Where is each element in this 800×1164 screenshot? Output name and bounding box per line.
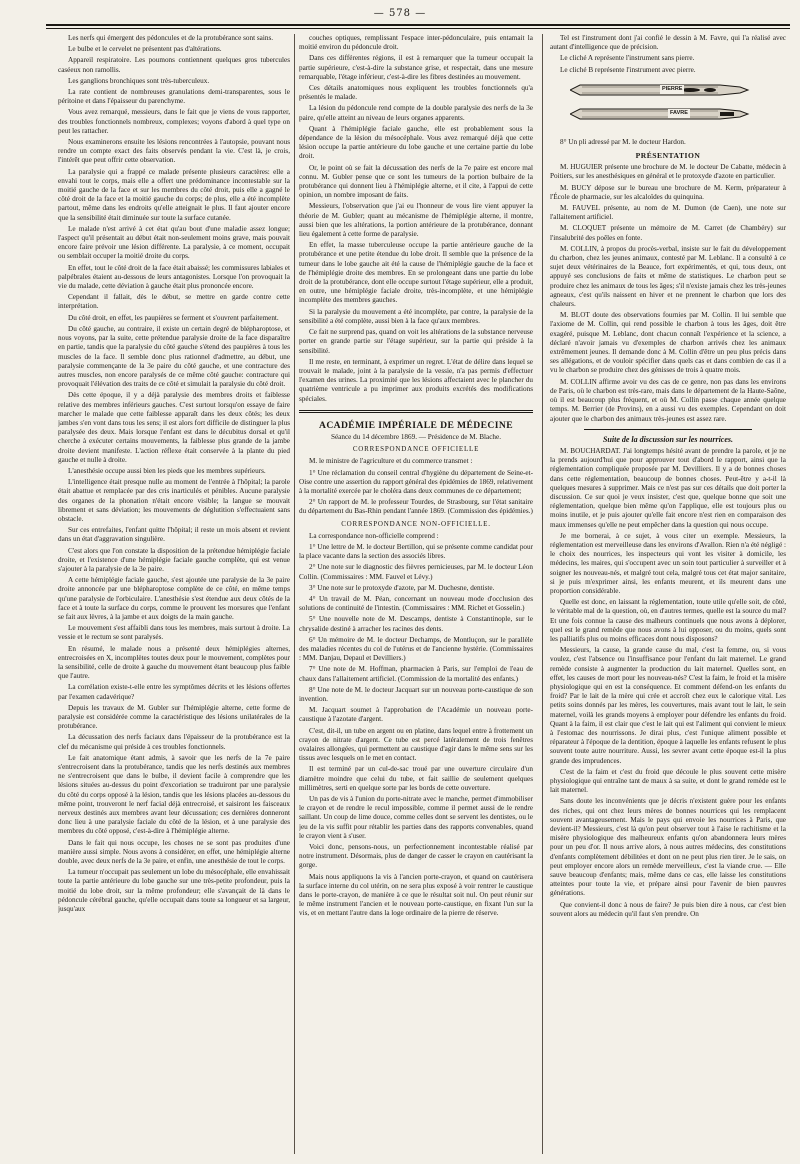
paragraph: 2° Une note sur le diagnostic des fièvres pernicieuses, par M. le docteur Léon Collin. (Commissaires : MM. Fauvel et Lévy.) — [299, 563, 533, 581]
paragraph: 1° Une réclamation du conseil central d'hygiène du département de Seine-et-Oise contre une assertion du rapport général des épidémies de 1869, relativement à la mortalité exercée par le choléra dans deux communes de ce département; — [299, 468, 533, 495]
paragraph: Les nerfs qui émergent des pédoncules et de la protubérance sont sains. — [68, 34, 274, 42]
discussion-nourrices — [550, 447, 786, 919]
paragraph: M. le ministre de l'agriculture et du commerce transmet : — [309, 457, 473, 466]
paragraph: A cette hémiplégie faciale gauche, s'est ajoutée une paralysie de la 3e paire droite annoncée par une blépharoptose complète de ce côté, en même temps qu'une paralysie de l'orbiculaire. L'anesthésie s'est étendue aux deux côtés de la face et à toute la surface du corps, comme le prouvent les morsures que l'enfant se fait aux lèvres, à la jambe et aux doigts de la main gauche. — [58, 576, 290, 621]
column-divider — [294, 34, 295, 1154]
paragraph: Je me bornerai, à ce sujet, à vous citer un exemple. Messieurs, la réglementation est merveilleuse dans les environs d'Avallon. Rien n'a été négligé : le choix des nourrices, les inspecteurs qui vont les visiter à domicile, les médecins, les maires, qui s'occupent avec un soin tout particulier à surveiller et à soigner les nouveau-nés, et malgré tout cela, malgré tous cet état major sanitaire, si je puis m'exprimer ainsi, les enfants meurent, et ils meurent dans une proportion considérable. — [550, 531, 786, 595]
column-divider — [542, 34, 543, 1154]
paragraph: Le fait anatomique étant admis, à savoir que les nerfs de la 7e paire s'entrecroisent dans la protubérance, tandis que les nerfs destinés aux membres ne s'entrecroisent que dans le bulbe, il devient facile à comprendre que les lésions situées au-dessus du point d'excoriation se traduiront par une paralysie du côté du corps opposé à la lésion, tandis que les lésions placées au-dessous du même point, trouveront le nerf facial déjà entrecroisé, et saisiront les faisceaux nerveux destinés aux membres avant leur décussation; ces dernières donneront donc lieu à une paralysie faciale du côté de la lésion, et à une paralysie des membres du côté opposé, c'est-à-dire à l'hémiplégie alterne. — [58, 753, 290, 836]
nonofficial-correspondence-heading: CORRESPONDANCE NON-OFFICIELLE. — [341, 519, 491, 528]
paragraph: Dès cette époque, il y a déjà paralysie des membres droits et faiblesse relative des membres inférieurs gauches. C'est surtout lorsqu'on essaye de faire marcher le malade que cette faiblesse apparaît dans les deux côtés; les deux jambes s'en vont dans tous les sens; il est alors fort difficile de distinguer la plus paralysée des deux. Mais lorsque l'enfant est dans le décubitus dorsal et qu'il cherche à exécuter certains mouvements, la faiblesse plus grande de la jambe droite devient manifeste. L'action réflexe était conservée à la plante du pied gauche et nulle à droite. — [58, 391, 290, 464]
caustic-holder-b — [570, 108, 746, 118]
paragraph: Messieurs, l'observation que j'ai eu l'honneur de vous lire vient appuyer la théorie de M. Gubler; quant au mécanisme de l'hémiplégie alterne, il montre, aussi bien que les altérations, la portion antérieure de la protubérance, donnant lieu également à cette forme de paralysie. — [299, 202, 533, 239]
paragraph: Un pas de vis à l'union du porte-nitrate avec le manche, permet d'immobiliser le crayon et de rendre le recul impossible, comme il permet aussi de le rendre saillant. Un coup de lime douce, comme celles dont se servent les dentistes, ou le jeu de la vis suffit pour rétablir les parties dans des rapports convenables, quand le crayon vient à s'user. — [299, 795, 533, 840]
paragraph: M. CLOQUET présente un mémoire de M. Carret (de Chambéry) sur l'insalubrité des poêles en fonte. — [550, 224, 786, 242]
official-correspondence-heading: CORRESPONDANCE OFFICIELLE — [352, 445, 480, 454]
paragraph: M. FAUVEL présente, au nom de M. Dumon (de Caen), une note sur l'allaitement artificiel. — [550, 204, 786, 222]
paragraph: 7° Une note de M. Hoffman, pharmacien à Paris, sur l'emploi de l'eau de chaux dans l'allaitement artificiel. (Commission de la mortalité des enfants.) — [299, 665, 533, 683]
paragraph: Les ganglions bronchiques sont très-tuberculeux. — [68, 76, 210, 85]
paragraph: En effet, tout le côté droit de la face était abaissé; les commissures labiales et palpébrales étaient au-dessous de leurs antagonistes. Lorsque l'on provoquait la vie du malade, cette déviation à gauche était plus prononcée encore. — [58, 263, 290, 291]
paragraph: Le cliché B représente l'instrument avec pierre. — [560, 65, 696, 74]
paragraph: Du côté gauche, au contraire, il existe un certain degré de blépharoptose, et nous voyons, par la suite, cette prétendue paralysie droite de la face disparaître en partie, tandis que la paralysie du côté gauche s'étend des paupières à tous les muscles de la face. Il semble donc plus rationnel d'admettre, au début, une paralysie commençante de la 3e paire du côté gauche, et une contracture des autres muscles, non encore paralysés de ce même côté gauche: contracture qui provoquait l'élévation des traits de ce côté et simulait la paralysie du côté droit. — [58, 324, 290, 389]
paragraph: La corrélation existe-t-elle entre les symptômes décrits et les lésions offertes par l'examen cadavérique? — [58, 683, 290, 701]
paragraph: Depuis les travaux de M. Gubler sur l'hémiplégie alterne, cette forme de paralysie est considérée comme la caractéristique des lésions unilatérales de la protubérance. — [58, 703, 290, 731]
paragraph: Dans le fait qui nous occupe, les choses ne se sont pas produites d'une manière aussi simple. Nous avons à considérer, en effet, une hémiplégie alterne double, avec deux nerfs de la 3e paire, et enfin, une anesthésie de tout le corps. — [58, 838, 290, 866]
paragraph: Mais nous appliquons la vis à l'ancien porte-crayon, et quand on cautérisera la surface interne du col utérin, on ne sera plus exposé à voir rentrer le caustique dans le porte-crayon, de manière à ce que le résultat soit nul. On peut réunir sur le même instrument l'ancien et le nouveau porte-caustique, en fixant l'un sur la vis, et en mettant l'autre dans la loge ordinaire de la pierre de réserve. — [299, 872, 533, 918]
session-line: Séance du 14 décembre 1869. — Présidence de M. Blache. — [330, 432, 502, 441]
column-left — [58, 34, 290, 1156]
paragraph: La rate contient de nombreuses granulations demi-transparentes, sous le péritoine et dans l'épaisseur du parenchyme. — [58, 88, 290, 106]
paragraph: En effet, la masse tuberculeuse occupe la partie antérieure gauche de la protubérance et une petite étendue du lobe droit. Il semble que la présence de la tumeur dans le lobe gauche ait été la cause de l'hémiplégie gauche de la face et de l'hémiplégie droite des membres. En se prolongeant dans une partie du lobe droit de la protubérance, dont elle occupe surtout l'étage supérieur, elle a produit, en outre, une hémiplégie faciale droite, très-incomplète, et une hémiplégie incomplète des membres gauches. — [299, 241, 533, 305]
page-number: — 578 — — [373, 8, 427, 19]
presentation-heading: PRÉSENTATION — [635, 151, 701, 161]
paragraph: Du côté droit, en effet, les paupières se ferment et s'ouvrent parfaitement. — [68, 313, 279, 322]
paragraph: La correspondance non-officielle comprend : — [309, 531, 439, 540]
paragraph: Quelle est donc, en laissant la réglementation, toute utile qu'elle soit, de côté, le véritable mal de la question, où, en d'autres termes, quelle est la source du mal? Et une fois connue la cause des malheurs continuels que nous avons à déplorer, quel est le grand remède que nous avons à lui opposer, ou du moins, quels sont les palliatifs plus ou moins efficaces dont nous disposons? — [550, 598, 786, 643]
column-left-body — [58, 34, 290, 914]
paragraph: La paralysie qui a frappé ce malade présente plusieurs caractères: elle a envahi tout le corps, mais elle a offert une prédominance incontestable sur la moitié gauche de la face et sur les membres du côté droit, puis elle a gagné le côté droit de la face et la moitié gauche du corps; de plus, elle a été incomplète partout, même dans les endroits qu'elle atteignait le plus. Il faut ajouter encore que la sensibilité était diminuée sur toute la surface cutanée. — [58, 167, 290, 222]
paragraph: M. Jacquart soumet à l'approbation de l'Académie un nouveau porte-caustique à l'azotate d'argent. — [299, 706, 533, 724]
paragraph: La tumeur n'occupait pas seulement un lobe du mésocéphale, elle envahissait toute la partie antérieure du lobe gauche sur une très-petite profondeur, puis la moitié du lobe droit, sur la même profondeur; elle s'avançait de là dans le pédoncule cérébral gauche, qu'elle occupait dans toute sa longueur et sa largeur, jusqu'aux — [58, 868, 290, 914]
paragraph: Tel est l'instrument dont j'ai confié le dessin à M. Favre, qui l'a réalisé avec autant d'intelligence que de précision. — [550, 34, 786, 52]
paragraph: C'est alors que l'on constate la disposition de la prétendue hémiplégie faciale droite, et l'existence d'une hémiplégie faciale gauche complète, qui est venue s'ajouter à la paralysie de la 3e paire. — [58, 546, 290, 573]
paragraph: Nous examinerons ensuite les lésions rencontrées à l'autopsie, pouvant nous rendre un compte exact des faits observés pendant la vie. C'est là, je crois, l'intérêt que peut offrir cette observation. — [58, 138, 290, 165]
paragraph: Messieurs, la cause, la grande cause du mal, c'est la femme, ou, si vous voulez, c'est l'absence ou l'insuffisance pour l'enfant du lait maternel. Le grand remède consiste à augmenter la production du lait maternel. Quelles sont, en effet, les causes de mort pour les nouveau-nés? C'est la faim, le froid et la misère physiologique qui en est la conséquence. Et comment défend-on les enfants du froid? Par le lait de la mère qui crée et accroît chez eux le calorique vital. Les petits soins donnés par les mères, les couvertures, mais avant tout le lait, le sein maternel, voilà les grands moyens à employer pour défendre les enfants du froid. Quant à la faim, il est clair que c'est le lait qui est l'aliment qui convient le mieux à l'estomac des nourrissons. Je dirai plus, c'est l'unique aliment possible et réparateur à l'époque de la dentition, époque à laquelle les enfants refusent le plus souvent toute autre nourriture. Aussi, les sevrer avant cette époque est-il la plus grande des imprudences. — [550, 646, 786, 765]
paragraph: 2° Un rapport de M. le professeur Tourdes, de Strasbourg, sur l'état sanitaire du département du Bas-Rhin pendant l'année 1869. (Commission des épidémies.) — [299, 498, 533, 516]
paragraph: M. COLLIN, à propos du procès-verbal, insiste sur le fait du développement du charbon, chez les jeunes animaux, contesté par M. Leblanc. Il a consulté à ce sujet deux vétérinaires de la Beauce, fort expérimentés, et qui, tous deux, ont appuyé ses conclusions de faits et même de statistiques. Le charbon peut se produire chez les animaux de tous les âges; s'il n'existe jamais chez les très-jeunes agneaux, c'est qu'ils naissent en hiver et ne prennent le charbon que lors des chaleurs. — [550, 244, 786, 309]
paragraph: Le malade n'est arrivé à cet état qu'au bout d'une maladie assez longue; l'aspect qu'il présentait au début était non-seulement moins grave, mais pouvait encore faire prévoir une lésion différente. La paralysie, à ce moment, occupait ou semblait occuper la moitié droite du corps. — [58, 224, 290, 261]
paragraph: Il me reste, en terminant, à exprimer un regret. L'état de délire dans lequel se trouvait le malade, joint à la paralysie de la vessie, n'a pas permis d'effectuer l'examen des urines. La proximité que les lésions affectaient avec le plancher du quatrième ventricule a pu imprimer aux produits excrétés des modifications spéciales. — [299, 357, 533, 403]
paragraph: 1° Une lettre de M. le docteur Bertillon, qui se présente comme candidat pour la place vacante dans la section des associés libres. — [299, 542, 533, 561]
paragraph: M. BLOT doute des observations fournies par M. Collin. Il lui semble que l'axiome de M. Collin, qui rend possible le charbon à tous les âges, doit être exagéré, puisque M. Leblanc, dont chacun connaît l'expérience et la science, a déclaré n'avoir jamais vu d'exemples de charbon arrivés chez les animaux extrêmement jeunes. Il demande donc à M. Collin d'être un peu plus précis dans ses allégations, et de vouloir spécifier dans quels cas et dans combien de cas il a vu le charbon se produire chez des génisses de trois à quatre mois. — [550, 311, 786, 375]
paragraph: C'est, dit-il, un tube en argent ou en platine, dans lequel entre à frottement un crayon de nitrate d'argent. Ce tube est percé latéralement de trois fenêtres ovalaires allongées, qui permettent au caustique d'agir dans le même sens sur les tissus avec lesquels on le met en contact. — [299, 726, 533, 763]
paragraph: Que convient-il donc à nous de faire? Je puis bien dire à nous, car c'est bien souvent alors au médecin qu'il faut s'en prendre. On — [550, 900, 786, 918]
instrument-description — [550, 34, 786, 75]
paragraph: En résumé, le malade nous a présenté deux hémiplégies alternes, entrecroisées en X, incomplètes toutes deux pour le mouvement, complètes pour la sensibilité, celle de droite à gauche du mouvement étant beaucoup plus faible que l'autre. — [58, 644, 290, 681]
presentations — [550, 163, 786, 423]
paragraph: Quant à l'hémiplégie faciale gauche, elle est probablement sous la dépendance de la lésion du mésocéphale. Vous avez remarqué déjà que cette lésion occupe la partie antérieure du lobe gauche et une certaine partie du lobe droit. — [299, 124, 533, 161]
column-right — [550, 34, 786, 1156]
paragraph: Cependant il fallait, dès le début, se mettre en garde contre cette interprétation. — [58, 293, 290, 311]
favre-label: FAVRE — [668, 109, 690, 118]
caustic-holder-a — [570, 84, 746, 94]
caustic-holder-b-drawing — [570, 108, 750, 120]
paragraph: Il est terminé par un cul-de-sac troué par une ouverture circulaire d'un diamètre moindre que celui du tube, et fait saillie de seulement quelques millimètres, serti en quelque sorte par les bords de cette ouverture. — [299, 765, 533, 792]
paragraph: Si la paralysie du mouvement a été incomplète, par contre, la paralysie de la sensibilité a été complète, aussi bien à la face qu'aux membres. — [299, 307, 533, 325]
section-rule — [584, 429, 752, 430]
header-rule — [46, 24, 790, 26]
paragraph: Le mouvement s'est affaibli dans tous les membres, mais surtout à droite. La vessie et le rectum se sont paralysés. — [58, 624, 290, 642]
paragraph: L'anesthésie occupe aussi bien les pieds que les membres supérieurs. — [68, 466, 266, 475]
paragraph: M. COLLIN affirme avoir vu des cas de ce genre, non pas dans les environs de Paris, où le charbon est très-rare, mais dans le département de la Haute-Saône, où il est beaucoup plus fréquent, et où M. Collin passe chaque année quelque temps. M. Berrier (de Provins), en a aussi vu des exemples. Cependant on doit ajouter que le charbon des animaux très-jeunes est assez rare. — [550, 377, 786, 423]
clinical-continuation — [299, 34, 533, 404]
nonofficial-correspondence — [299, 532, 533, 919]
paragraph: M. HUGUIER présente une brochure de M. le docteur De Cabatte, médecin à Poitiers, sur les anesthésiques en général et le protoxyde d'azote en particulier. — [550, 163, 786, 181]
paragraph: Or, le point où se fait la décussation des nerfs de la 7e paire est encore mal connu. M. Gubler pense que ce sont les tumeurs de la portion bulbaire de la protubérance qui donnent lieu à l'hémiplégie alterne, et il cite, à l'appui de cette opinion, un nombre imposant de faits. — [299, 163, 533, 200]
academy-title: ACADÉMIE IMPÉRIALE DE MÉDECINE — [318, 419, 514, 431]
paragraph: Voici donc, pensons-nous, un perfectionnement incontestable réalisé par notre instrument. Désormais, plus de danger de casser le crayon en cautérisant la gorge. — [299, 843, 533, 870]
paragraph: Sans doute les inconvénients que je décris n'existent guère pour les enfants des riches, qui ont chez leurs mères de bonnes nourrices qui les remplacent souvent avantageusement. Mais le pays qui envoie les nourrices à Paris, que devient-il? Messieurs, c'est là qu'on peut observer tout à l'aise le rachitisme et la misère physiologique des malheureux enfants qu'on abandonnera leurs mères pour un peu d'or. Il nous arrive alors, à nous autres médecins, des constitutions d'enfants complètement débilitées et dont on ne peut plus rien tirer. Je le sais, on peut employer encore alors un remède merveilleux, c'est la viande crue. — Elle sauve beaucoup d'enfants; mais, même dans ce cas, elle laisse les constitutions atteintes pour toute la vie, et prépare ainsi pour l'avenir de bien pauvres générations. — [550, 797, 786, 898]
paragraph: Appareil respiratoire. Les poumons contiennent quelques gros tubercules caséeux non ramollis. — [58, 56, 290, 74]
paragraph: Sur ces entrefaites, l'enfant quitte l'hôpital; il reste un mois absent et revient dans un état d'aggravation singulière. — [58, 526, 290, 544]
paragraph: 4° Un travail de M. Péan, concernant un nouveau mode d'occlusion des solutions de continuité de l'intestin. (Commissaires : MM. Richet et Gosselin.) — [299, 594, 533, 613]
paragraph: Ces détails anatomiques nous expliquent les troubles fonctionnels qu'a présentés le malade. — [299, 84, 533, 102]
paragraph: L'intelligence était presque nulle au moment de l'entrée à l'hôpital; la parole était abattue et remplacée par des cris inarticulés et pénibles. Aucune paralysie des organes de la phonation n'était encore visible; la langue se mouvait librement et sans déviation; les mouvements de déglutition s'effectuaient sans obstacle. — [58, 478, 290, 523]
paragraph: 5° Une nouvelle note de M. Descamps, dentiste à Constantinople, sur le chrysalide destiné à arracher les racines des dents. — [299, 615, 533, 633]
paragraph: Ce fait ne surprend pas, quand on voit les altérations de la substance nerveuse porter en grande partie sur l'étage supérieur, sur la partie qui préside à la sensibilité. — [299, 328, 533, 355]
paragraph: 6° Un mémoire de M. le docteur Dechamps, de Montluçon, sur le parallèle des maladies récentes du col de l'utérus et de l'ancienne hystérie. (Commissaires : MM. Danjau, Depaul et Devilliers.) — [299, 635, 533, 663]
paragraph: Le bulbe et le cervelet ne présentent pas d'altérations. — [68, 45, 222, 54]
paragraph: M. BUCY dépose sur le bureau une brochure de M. Kerm, préparateur à l'École de pharmacie, sur les alcaloïdes du quinquina. — [550, 183, 786, 201]
paragraph: 3° Une note sur le protoxyde d'azote, par M. Duchesne, dentiste. — [309, 583, 495, 592]
paragraph: C'est de la faim et c'est du froid que découle le plus souvent cette misère physiologique qui entraîne tant de maux à sa suite, et dont le grand remède est le lait maternel. — [550, 767, 786, 795]
paragraph: Dans ces différentes régions, il est à remarquer que la tumeur occupait la partie supérieure, c'est-à-dire la substance grise, et respectait, dans une mesure remarquable, l'étage inférieur, c'est-à-dire les fibres destinées au mouvement. — [299, 54, 533, 81]
item-8: 8° Un pli adressé par M. le docteur Hardon. — [560, 137, 686, 146]
pierre-label: PIERRE — [660, 85, 684, 94]
paragraph: couches optiques, remplissant l'espace inter-pédonculaire, puis entamait la moitié environ du pédoncule droit. — [299, 34, 533, 52]
column-middle — [299, 34, 533, 1156]
paragraph: Vous avez remarqué, messieurs, dans le fait que je viens de vous rapporter, des troubles fonctionnels nombreux, complexes; voyons d'abord à quel type on peut les rattacher. — [58, 108, 290, 135]
official-correspondence — [299, 457, 533, 516]
paragraph: La décussation des nerfs faciaux dans l'épaisseur de la protubérance est la clef du mécanisme qui préside à ces troubles fonctionnels. — [58, 733, 290, 751]
paragraph: La lésion du pédoncule rend compte de la double paralysie des nerfs de la 3e paire, qu'elle atteint au niveau de leurs organes apparents. — [299, 104, 533, 122]
instrument-illustration — [550, 78, 786, 132]
header-rule-thin — [46, 28, 790, 29]
paragraph: M. BOUCHARDAT. J'ai longtemps hésité avant de prendre la parole, et je ne la prends aujourd'hui que pour approuver tout d'abord le rapport, ainsi que la réglementation compliquée proposée par M. Devilliers. Il y a de bonnes choses dans cette réglementation, beaucoup de bonnes choses. Peut-être y a-t-il là quelques mesures à supprimer. Mais ce n'est pas sur ces détails que doit porter la discussion. Ce sur quoi je veux insister, c'est que, quelque bonne que soit une réglementation, quelque bien même qu'on l'applique, elle est toujours plus ou moins inutile, et je puis ajouter qu'elle fait encore n'est rien en comparaison des maux immenses qu'elle ne peut empêcher dans la question qui nous occupe. — [550, 446, 786, 529]
discussion-heading: Suite de la discussion sur les nourrices. — [602, 434, 734, 444]
paragraph: Le cliché A représente l'instrument sans pierre. — [560, 54, 695, 63]
paragraph: 8° Une note de M. le docteur Jacquart sur un nouveau porte-caustique de son invention. — [299, 685, 533, 703]
section-rule — [299, 410, 533, 413]
